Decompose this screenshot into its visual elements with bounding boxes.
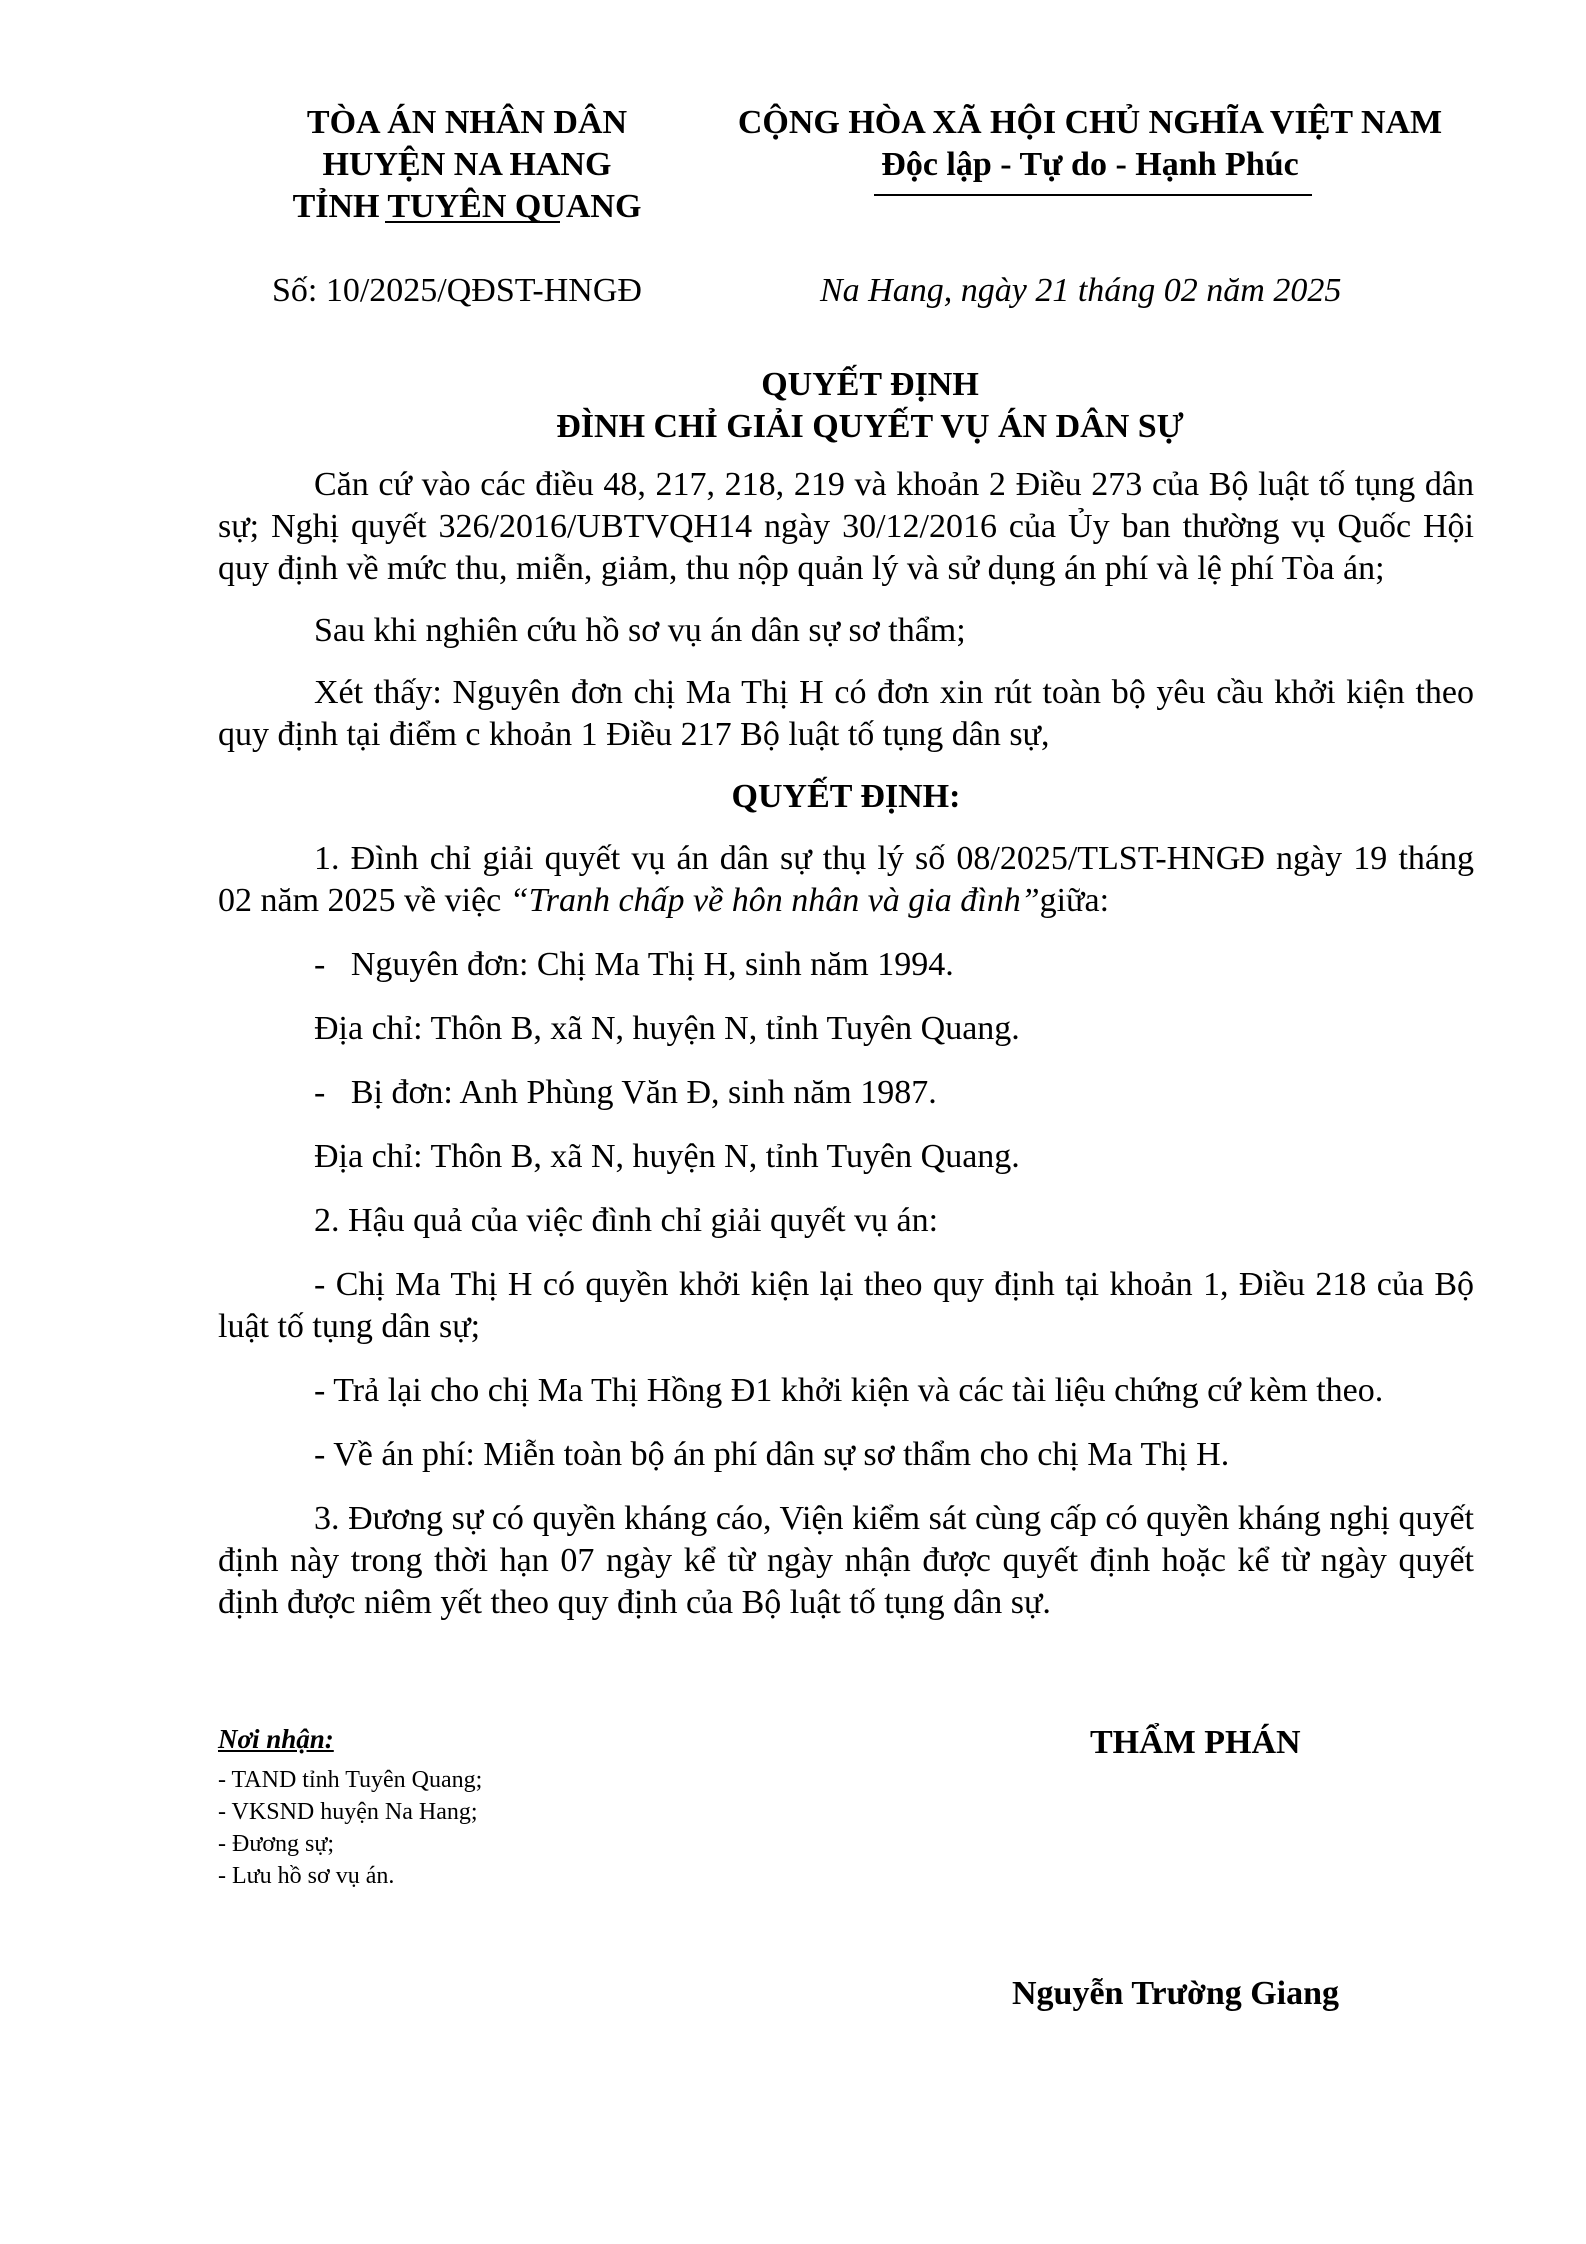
- decision-item-1-tail: giữa:: [1039, 882, 1110, 919]
- decision-item-1: [218, 838, 1474, 922]
- nation-motto: Độc lập - Tự do - Hạnh Phúc: [881, 146, 1299, 183]
- court-province: TỈNH TUYÊN QUANG: [292, 188, 642, 225]
- recipient-item: - Đương sự;: [218, 1831, 335, 1857]
- study-paragraph: Sau khi nghiên cứu hồ sơ vụ án dân sự sơ thẩm;: [314, 612, 966, 649]
- document-body: [218, 464, 1474, 1624]
- date-place: Na Hang, ngày 21 tháng 02 năm 2025: [820, 272, 1342, 309]
- recipient-item: - Lưu hồ sơ vụ án.: [218, 1863, 395, 1889]
- signer-name: Nguyễn Trường Giang: [1012, 1975, 1340, 2012]
- court-header: [232, 102, 702, 228]
- recipients-list: [218, 1764, 482, 1892]
- consideration-paragraph: Xét thấy: Nguyên đơn chị Ma Thị H có đơn xin rút toàn bộ yêu cầu khởi kiện theo quy định tại điểm c khoản 1 Điều 217 Bộ luật tố tụng dân sự,: [218, 674, 1474, 753]
- document-title: QUYẾT ĐỊNH: [761, 366, 979, 403]
- court-district: HUYỆN NA HANG: [322, 146, 612, 183]
- recipient-item: - VKSND huyện Na Hang;: [218, 1799, 478, 1825]
- plaintiff-line: - Nguyên đơn: Chị Ma Thị H, sinh năm 1994.: [314, 946, 954, 983]
- decision-heading: QUYẾT ĐỊNH:: [731, 778, 961, 815]
- plaintiff-address: Địa chỉ: Thôn B, xã N, huyện N, tỉnh Tuyên Quang.: [314, 1010, 1020, 1047]
- defendant-line: - Bị đơn: Anh Phùng Văn Đ, sinh năm 1987.: [314, 1074, 937, 1111]
- motto-underline: [874, 194, 1312, 196]
- decision-item-2-heading: 2. Hậu quả của việc đình chỉ giải quyết vụ án:: [314, 1202, 939, 1239]
- legal-basis-paragraph: Căn cứ vào các điều 48, 217, 218, 219 và khoản 2 Điều 273 của Bộ luật tố tụng dân sự; Nghị quyết 326/2016/UBTVQH14 ngày 30/12/2016 của Ủy ban thường vụ Quốc Hội quy định về mức thu, miễn, giảm, thu nộp quản lý và sử dụng án phí và lệ phí Tòa án;: [218, 466, 1474, 587]
- decision-item-2c: - Về án phí: Miễn toàn bộ án phí dân sự sơ thẩm cho chị Ma Thị H.: [314, 1436, 1230, 1473]
- court-header-underline: [385, 221, 560, 223]
- recipients-title: Nơi nhận:: [218, 1724, 334, 1754]
- recipient-item: - TAND tỉnh Tuyên Quang;: [218, 1767, 483, 1793]
- nation-header: [700, 102, 1480, 186]
- nation-name: CỘNG HÒA XÃ HỘI CHỦ NGHĨA VIỆT NAM: [737, 104, 1443, 141]
- decision-item-2a: - Chị Ma Thị H có quyền khởi kiện lại theo quy định tại khoản 1, Điều 218 của Bộ luật tố tụng dân sự;: [218, 1266, 1474, 1345]
- document-subtitle: ĐÌNH CHỈ GIẢI QUYẾT VỤ ÁN DÂN SỰ: [556, 408, 1184, 445]
- decision-item-3: 3. Đương sự có quyền kháng cáo, Viện kiểm sát cùng cấp có quyền kháng nghị quyết định này trong thời hạn 07 ngày kể từ ngày nhận được quyết định hoặc kể từ ngày quyết định được niêm yết theo quy định của Bộ luật tố tụng dân sự.: [218, 1500, 1474, 1621]
- signer-title: THẨM PHÁN: [1090, 1724, 1301, 1761]
- decision-item-2b: - Trả lại cho chị Ma Thị Hồng Đ1 khởi kiện và các tài liệu chứng cứ kèm theo.: [314, 1372, 1384, 1409]
- case-type-quote: “Tranh chấp về hôn nhân và gia đình”: [509, 882, 1040, 919]
- decision-item-1-text: 1. Đình chỉ giải quyết vụ án dân sự thụ lý số 08/2025/TLST-HNGĐ ngày 19 tháng 02 năm 2025 về việc: [218, 840, 1474, 919]
- court-name: TÒA ÁN NHÂN DÂN: [306, 104, 628, 141]
- reference-number: Số: 10/2025/QĐST-HNGĐ: [272, 272, 642, 309]
- defendant-address: Địa chỉ: Thôn B, xã N, huyện N, tỉnh Tuyên Quang.: [314, 1138, 1020, 1175]
